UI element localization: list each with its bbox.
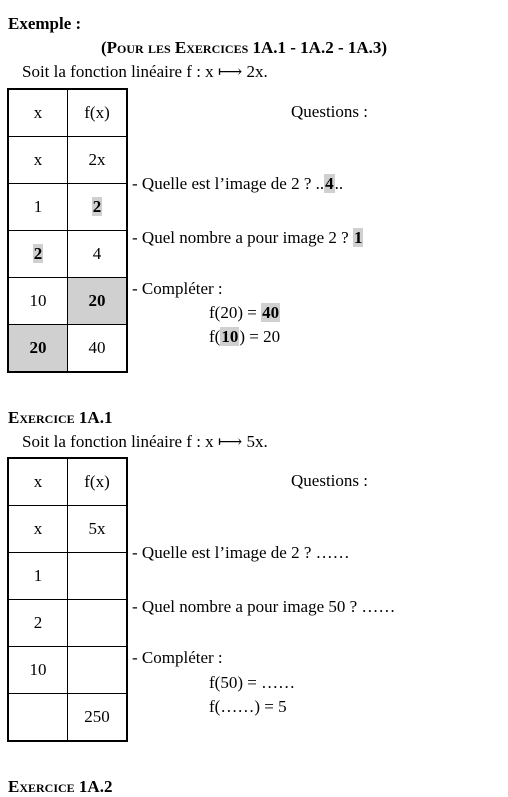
table-cell: 2 (8, 600, 68, 647)
highlighted-answer: 1 (353, 228, 363, 247)
table-cell-empty (68, 600, 128, 647)
formula-text: f(20) = (209, 303, 257, 322)
exercice2-heading: Exercice 1A.2 (8, 777, 113, 796)
exemple-questions-title: Questions : (291, 102, 368, 121)
table-cell-empty (68, 553, 128, 600)
table-cell: x (8, 137, 68, 184)
table-row (8, 184, 127, 231)
table-header-cell: f(x) (68, 89, 128, 137)
table-cell: 10 (8, 647, 68, 694)
exemple-formula-1 (209, 303, 280, 323)
table-cell: 250 (68, 694, 128, 742)
highlighted-answer: 10 (221, 327, 239, 346)
table-cell-empty (68, 647, 128, 694)
formula-text: ) = 20 (239, 327, 281, 346)
exemple-table (7, 88, 128, 373)
table-row (8, 137, 127, 184)
formula-text: f( (209, 327, 221, 346)
table-row (8, 506, 127, 553)
highlighted-answer: 2 (33, 244, 43, 263)
table-row (8, 89, 127, 137)
exercice1-table (7, 457, 128, 742)
table-cell: 40 (68, 325, 128, 373)
question-text: - Quel nombre a pour image 2 ? (132, 228, 349, 247)
exercice1-question-3: - Compléter : (132, 648, 223, 667)
exemple-question-1 (132, 174, 343, 194)
table-row (8, 325, 127, 373)
exercice1-intro: Soit la fonction linéaire f : x ⟼ 5x. (22, 432, 268, 451)
table-row (8, 231, 127, 278)
exercice1-formula-2: f(……) = 5 (209, 697, 287, 716)
table-cell-answer: 20 (8, 325, 68, 373)
question-text: - Quelle est l’image de 2 ? .. (132, 174, 325, 193)
table-row (8, 600, 127, 647)
table-cell: 5x (68, 506, 128, 553)
table-cell-answer: 20 (68, 278, 128, 325)
exercice1-question-1: - Quelle est l’image de 2 ? …… (132, 543, 350, 562)
exemple-question-2 (132, 228, 363, 248)
table-cell: 10 (8, 278, 68, 325)
exercice1-heading: Exercice 1A.1 (8, 408, 113, 427)
table-row (8, 553, 127, 600)
table-header-cell: x (8, 89, 68, 137)
table-cell: x (8, 506, 68, 553)
exemple-heading: Exemple : (8, 14, 82, 33)
table-cell-answer (68, 184, 128, 231)
exercice1-question-2: - Quel nombre a pour image 50 ? …… (132, 597, 396, 616)
table-cell: 1 (8, 553, 68, 600)
table-cell: 4 (68, 231, 128, 278)
table-row (8, 278, 127, 325)
exemple-formula-2 (209, 327, 280, 347)
table-cell: 2x (68, 137, 128, 184)
exemple-subtitle: (Pour les Exercices 1A.1 - 1A.2 - 1A.3) (101, 38, 388, 57)
table-cell-empty (8, 694, 68, 742)
highlighted-answer: 2 (92, 197, 102, 216)
table-cell-answer (8, 231, 68, 278)
table-cell: 1 (8, 184, 68, 231)
exemple-intro: Soit la fonction linéaire f : x ⟼ 2x. (22, 62, 268, 81)
table-row (8, 458, 127, 506)
exercice1-formula-1: f(50) = …… (209, 673, 296, 692)
table-row (8, 647, 127, 694)
table-header-cell: x (8, 458, 68, 506)
table-row (8, 694, 127, 742)
exemple-question-3: - Compléter : (132, 279, 223, 298)
highlighted-answer: 40 (262, 303, 280, 322)
highlighted-answer: 4 (325, 174, 334, 193)
exercice1-questions-title: Questions : (291, 471, 368, 490)
table-header-cell: f(x) (68, 458, 128, 506)
question-tail: .. (334, 174, 344, 193)
